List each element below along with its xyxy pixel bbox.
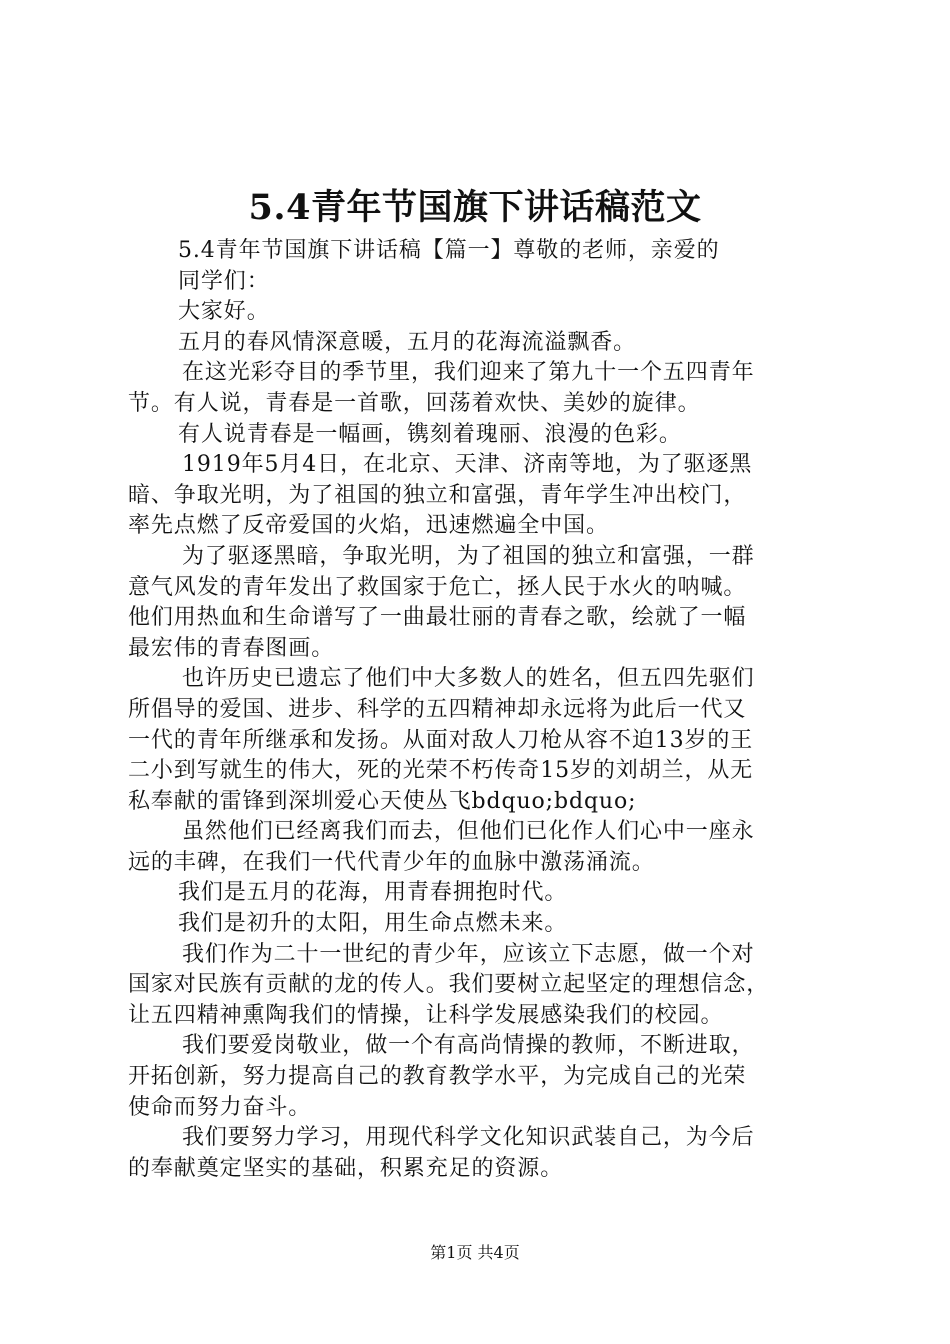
body-line: 节。有人说，青春是一首歌，回荡着欢快、美妙的旋律。	[128, 390, 701, 416]
body-line: 一代的青年所继承和发扬。从面对敌人刀枪从容不迫13岁的王	[128, 727, 754, 753]
body-line: 同学们：	[178, 268, 270, 294]
body-line: 最宏伟的青春图画。	[128, 635, 335, 661]
body-line: 意气风发的青年发出了救国家于危亡，拯人民于水火的呐喊。	[128, 574, 747, 600]
body-line: 我们是五月的花海，用青春拥抱时代。	[178, 880, 568, 906]
body-line: 开拓创新，努力提高自己的教育教学水平，为完成自己的光荣	[128, 1064, 747, 1090]
body-line: 他们用热血和生命谱写了一曲最壮丽的青春之歌，绘就了一幅	[128, 605, 747, 631]
body-line: 我们要爱岗敬业，做一个有高尚情操的教师，不断进取，	[182, 1033, 755, 1059]
body-line: 率先点燃了反帝爱国的火焰，迅速燃遍全中国。	[128, 513, 609, 539]
body-line: 为了驱逐黑暗，争取光明，为了祖国的独立和富强，一群	[182, 543, 755, 569]
body-line: 的奉献奠定坚实的基础，积累充足的资源。	[128, 1155, 564, 1181]
body-line: 五月的春风情深意暖，五月的花海流溢飘香。	[178, 329, 637, 355]
body-line: 也许历史已遗忘了他们中大多数人的姓名，但五四先驱们	[182, 666, 755, 692]
document-title: 5.4青年节国旗下讲话稿范文	[248, 187, 702, 228]
body-line: 所倡导的爱国、进步、科学的五四精神却永远将为此后一代又	[128, 696, 747, 722]
body-line: 虽然他们已经离我们而去，但他们已化作人们心中一座永	[182, 819, 755, 845]
body-line: 二小到写就生的伟大，死的光荣不朽传奇15岁的刘胡兰，从无	[128, 758, 754, 784]
body-line: 我们要努力学习，用现代科学文化知识武装自己，为今后	[182, 1125, 755, 1151]
page-footer: 第1页 共4页	[430, 1243, 520, 1262]
body-line: 暗、争取光明，为了祖国的独立和富强，青年学生冲出校门，	[128, 482, 747, 508]
body-line: 私奉献的雷锋到深圳爱心天使丛飞bdquo;bdquo;	[128, 788, 637, 814]
body-line: 国家对民族有贡献的龙的传人。我们要树立起坚定的理想信念，	[128, 972, 770, 998]
body-line: 使命而努力奋斗。	[128, 1094, 312, 1120]
body-line: 远的丰碑，在我们一代代青少年的血脉中激荡涌流。	[128, 849, 655, 875]
body-line: 1919年5月4日，在北京、天津、济南等地，为了驱逐黑	[182, 452, 753, 478]
body-line: 我们作为二十一世纪的青少年，应该立下志愿，做一个对	[182, 941, 755, 967]
body-line: 让五四精神熏陶我们的情操，让科学发展感染我们的校园。	[128, 1002, 724, 1028]
document-body	[128, 236, 848, 1184]
body-line: 5.4青年节国旗下讲话稿【篇一】尊敬的老师，亲爱的	[178, 238, 720, 263]
body-line: 有人说青春是一幅画，镌刻着瑰丽、浪漫的色彩。	[178, 421, 682, 447]
body-line: 我们是初升的太阳，用生命点燃未来。	[178, 911, 568, 937]
body-line: 在这光彩夺目的季节里，我们迎来了第九十一个五四青年	[182, 360, 755, 386]
body-line: 大家好。	[178, 299, 270, 325]
